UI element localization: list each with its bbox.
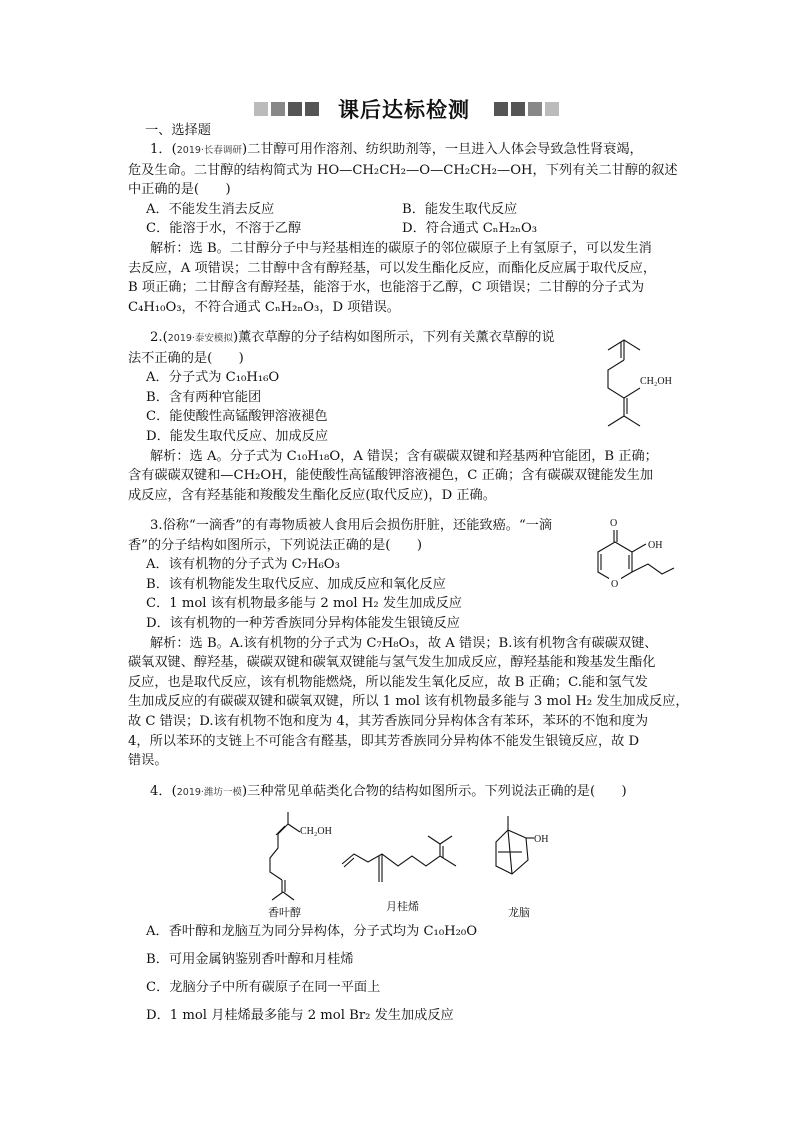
q1-stem-line-1: 1．(2019·长春调研)二甘醇可用作溶剂、纺织助剂等，一旦进入人体会导致急性肾衰竭， — [150, 142, 643, 157]
q3-option-a[interactable]: A．该有机物的分子式为 C₇H₆O₃ — [146, 557, 340, 573]
q2-option-b[interactable]: B．含有两种官能团 — [146, 389, 262, 405]
q1-stem-line-3: 中正确的是( ) — [128, 182, 231, 198]
q1-answer-line-3: B 项正确；二甘醇含有醇羟基，能溶于水，也能溶于乙醇，C 项错误；二甘醇的分子式为 — [128, 280, 645, 296]
terpene-structures — [250, 808, 580, 918]
q1-answer-line-4: C₄H₁₀O₃，不符合通式 CₙH₂ₙO₃，D 项错误。 — [128, 299, 400, 315]
q1-answer-line-2: 去反应，A 项错误；二甘醇中含有醇羟基，可以发生酯化反应，而酯化反应属于取代反应， — [128, 260, 657, 276]
chain-bonds — [608, 360, 624, 416]
q1-stem-line-2: 危及生命。二甘醇的结构简式为 HO—CH₂CH₂—O—CH₂CH₂—OH，下列有关二甘醇的叙述 — [128, 162, 678, 178]
question-1 — [128, 140, 676, 317]
title-row — [0, 94, 794, 124]
question-4 — [128, 782, 676, 803]
q4-figure-2-name: 月桂烯 — [386, 901, 419, 913]
q2-answer-line-3: 成反应，含有羟基能和羧酸发生酯化反应(取代反应)，D 正确。 — [128, 487, 496, 503]
q3-stem-line-1: 3.俗称“一滴香”的有毒物质被人食用后会损伤肝脏，还能致癌。“一滴 — [150, 518, 553, 533]
q3-answer-line-5: 故 C 错误；D.该有机物不饱和度为 4，其芳香族同分异构体含有苯环，苯环的不饱和度为 — [128, 713, 649, 729]
q4-option-a[interactable]: A．香叶醇和龙脑互为同分异构体，分子式均为 C₁₀H₂₀O — [146, 924, 478, 939]
borneol-structure — [496, 816, 548, 874]
q3-figure-oh: OH — [648, 540, 663, 551]
title-decoration-left — [254, 102, 319, 116]
q2-stem-line-2: 法不正确的是( ) — [128, 350, 244, 366]
title-decoration-right — [494, 102, 559, 116]
q4-stem-line-1: 4．(2019·潍坊一模)三种常见单萜类化合物的结构如图所示。下列说法正确的是( ) — [150, 784, 627, 799]
q3-answer-line-6: 4，所以苯环的支链上不可能含有醛基，即其芳香族同分异构体不能发生银镜反应，故 D — [128, 733, 640, 749]
q2-answer-line-1: 解析：选 A。分子式为 C₁₀H₁₈O，A 错误；含有碳碳双键和羟基两种官能团，B 正确； — [150, 448, 658, 464]
q2-option-a[interactable]: A．分子式为 C₁₀H₁₆O — [146, 370, 280, 386]
q3-answer-line-4: 生加成反应的有碳碳双键和碳氧双键，所以 1 mol 该有机物最多能与 3 mol H₂ 发生加成反应， — [128, 694, 689, 710]
q2-answer-line-2: 含有碳碳双键和—CH₂OH，能使酸性高锰酸钾溶液褪色，C 正确；含有碳碳双键能发生加 — [128, 468, 654, 484]
pyranone-structure — [590, 512, 690, 602]
section-heading: 一、选择题 — [145, 123, 211, 138]
q2-option-d[interactable]: D．能发生取代反应、加成反应 — [146, 428, 329, 444]
q4-figure-1-label: CH₂OH — [300, 826, 332, 837]
q3-option-b[interactable]: B．该有机物能发生取代反应、加成反应和氧化反应 — [146, 576, 446, 592]
q2-stem-line-1: 2.(2019·泰安模拟)薰衣草醇的分子结构如图所示，下列有关薰衣草醇的说 — [150, 330, 555, 345]
q1-options-row-2 — [128, 219, 676, 239]
q1-option-c[interactable]: C．能溶于水，不溶于乙醇 — [146, 221, 302, 237]
q2-option-c[interactable]: C．能使酸性高锰酸钾溶液褪色 — [146, 409, 328, 425]
q3-figure-carbonyl-o: O — [610, 518, 618, 529]
q1-options-row-1 — [128, 200, 676, 220]
q3-answer-line-2: 碳氧双键、醇羟基，碳碳双键和碳氧双键能与氢气发生加成反应，醇羟基能和羧基发生酯化 — [128, 655, 656, 671]
q4-figure-3-label: OH — [534, 834, 549, 845]
q3-answer-line-3: 反应，也是取代反应，该有机物能燃烧，所以能发生氧化反应，故 B 正确；C.能和氢气发 — [128, 674, 648, 690]
q3-option-d[interactable]: D．该有机物的一种芳香族同分异构体能发生银镜反应 — [146, 615, 460, 631]
q1-option-d[interactable]: D．符合通式 CₙH₂ₙO₃ — [402, 221, 538, 237]
q4-option-d[interactable]: D．1 mol 月桂烯最多能与 2 mol Br₂ 发生加成反应 — [146, 1008, 454, 1023]
lavandulol-structure — [590, 336, 690, 428]
question-4-options — [128, 918, 676, 1030]
q4-option-b[interactable]: B．可用金属钠鉴别香叶醇和月桂烯 — [146, 952, 354, 967]
q3-answer-line-1: 解析：选 B。A.该有机物的分子式为 C₇H₈O₃，故 A 错误；B.该有机物含有碳碳双键、 — [150, 635, 658, 651]
q1-option-b[interactable]: B．能发生取代反应 — [402, 201, 518, 217]
q1-answer-line-1: 解析：选 B。二甘醇分子中与羟基相连的碳原子的邻位碳原子上有氢原子，可以发生消 — [150, 240, 652, 256]
q2-figure-label: CH₂OH — [640, 376, 672, 387]
q3-option-c[interactable]: C．1 mol 该有机物最多能与 2 mol H₂ 发生加成反应 — [146, 596, 462, 612]
q3-answer-line-7: 错误。 — [128, 753, 168, 769]
geraniol-structure — [270, 812, 332, 900]
q4-figure-1-name: 香叶醇 — [268, 907, 301, 918]
myrcene-structure — [342, 836, 456, 882]
page-title: 课后达标检测 — [338, 98, 470, 122]
q3-stem-line-2: 香”的分子结构如图所示，下列说法正确的是( ) — [128, 537, 422, 553]
q1-option-a[interactable]: A．不能发生消去反应 — [146, 201, 275, 217]
q3-figure-ring-o: O — [611, 579, 619, 590]
q4-figure-3-name: 龙脑 — [508, 907, 530, 918]
q4-option-c[interactable]: C．龙脑分子中所有碳原子在同一平面上 — [146, 980, 381, 995]
